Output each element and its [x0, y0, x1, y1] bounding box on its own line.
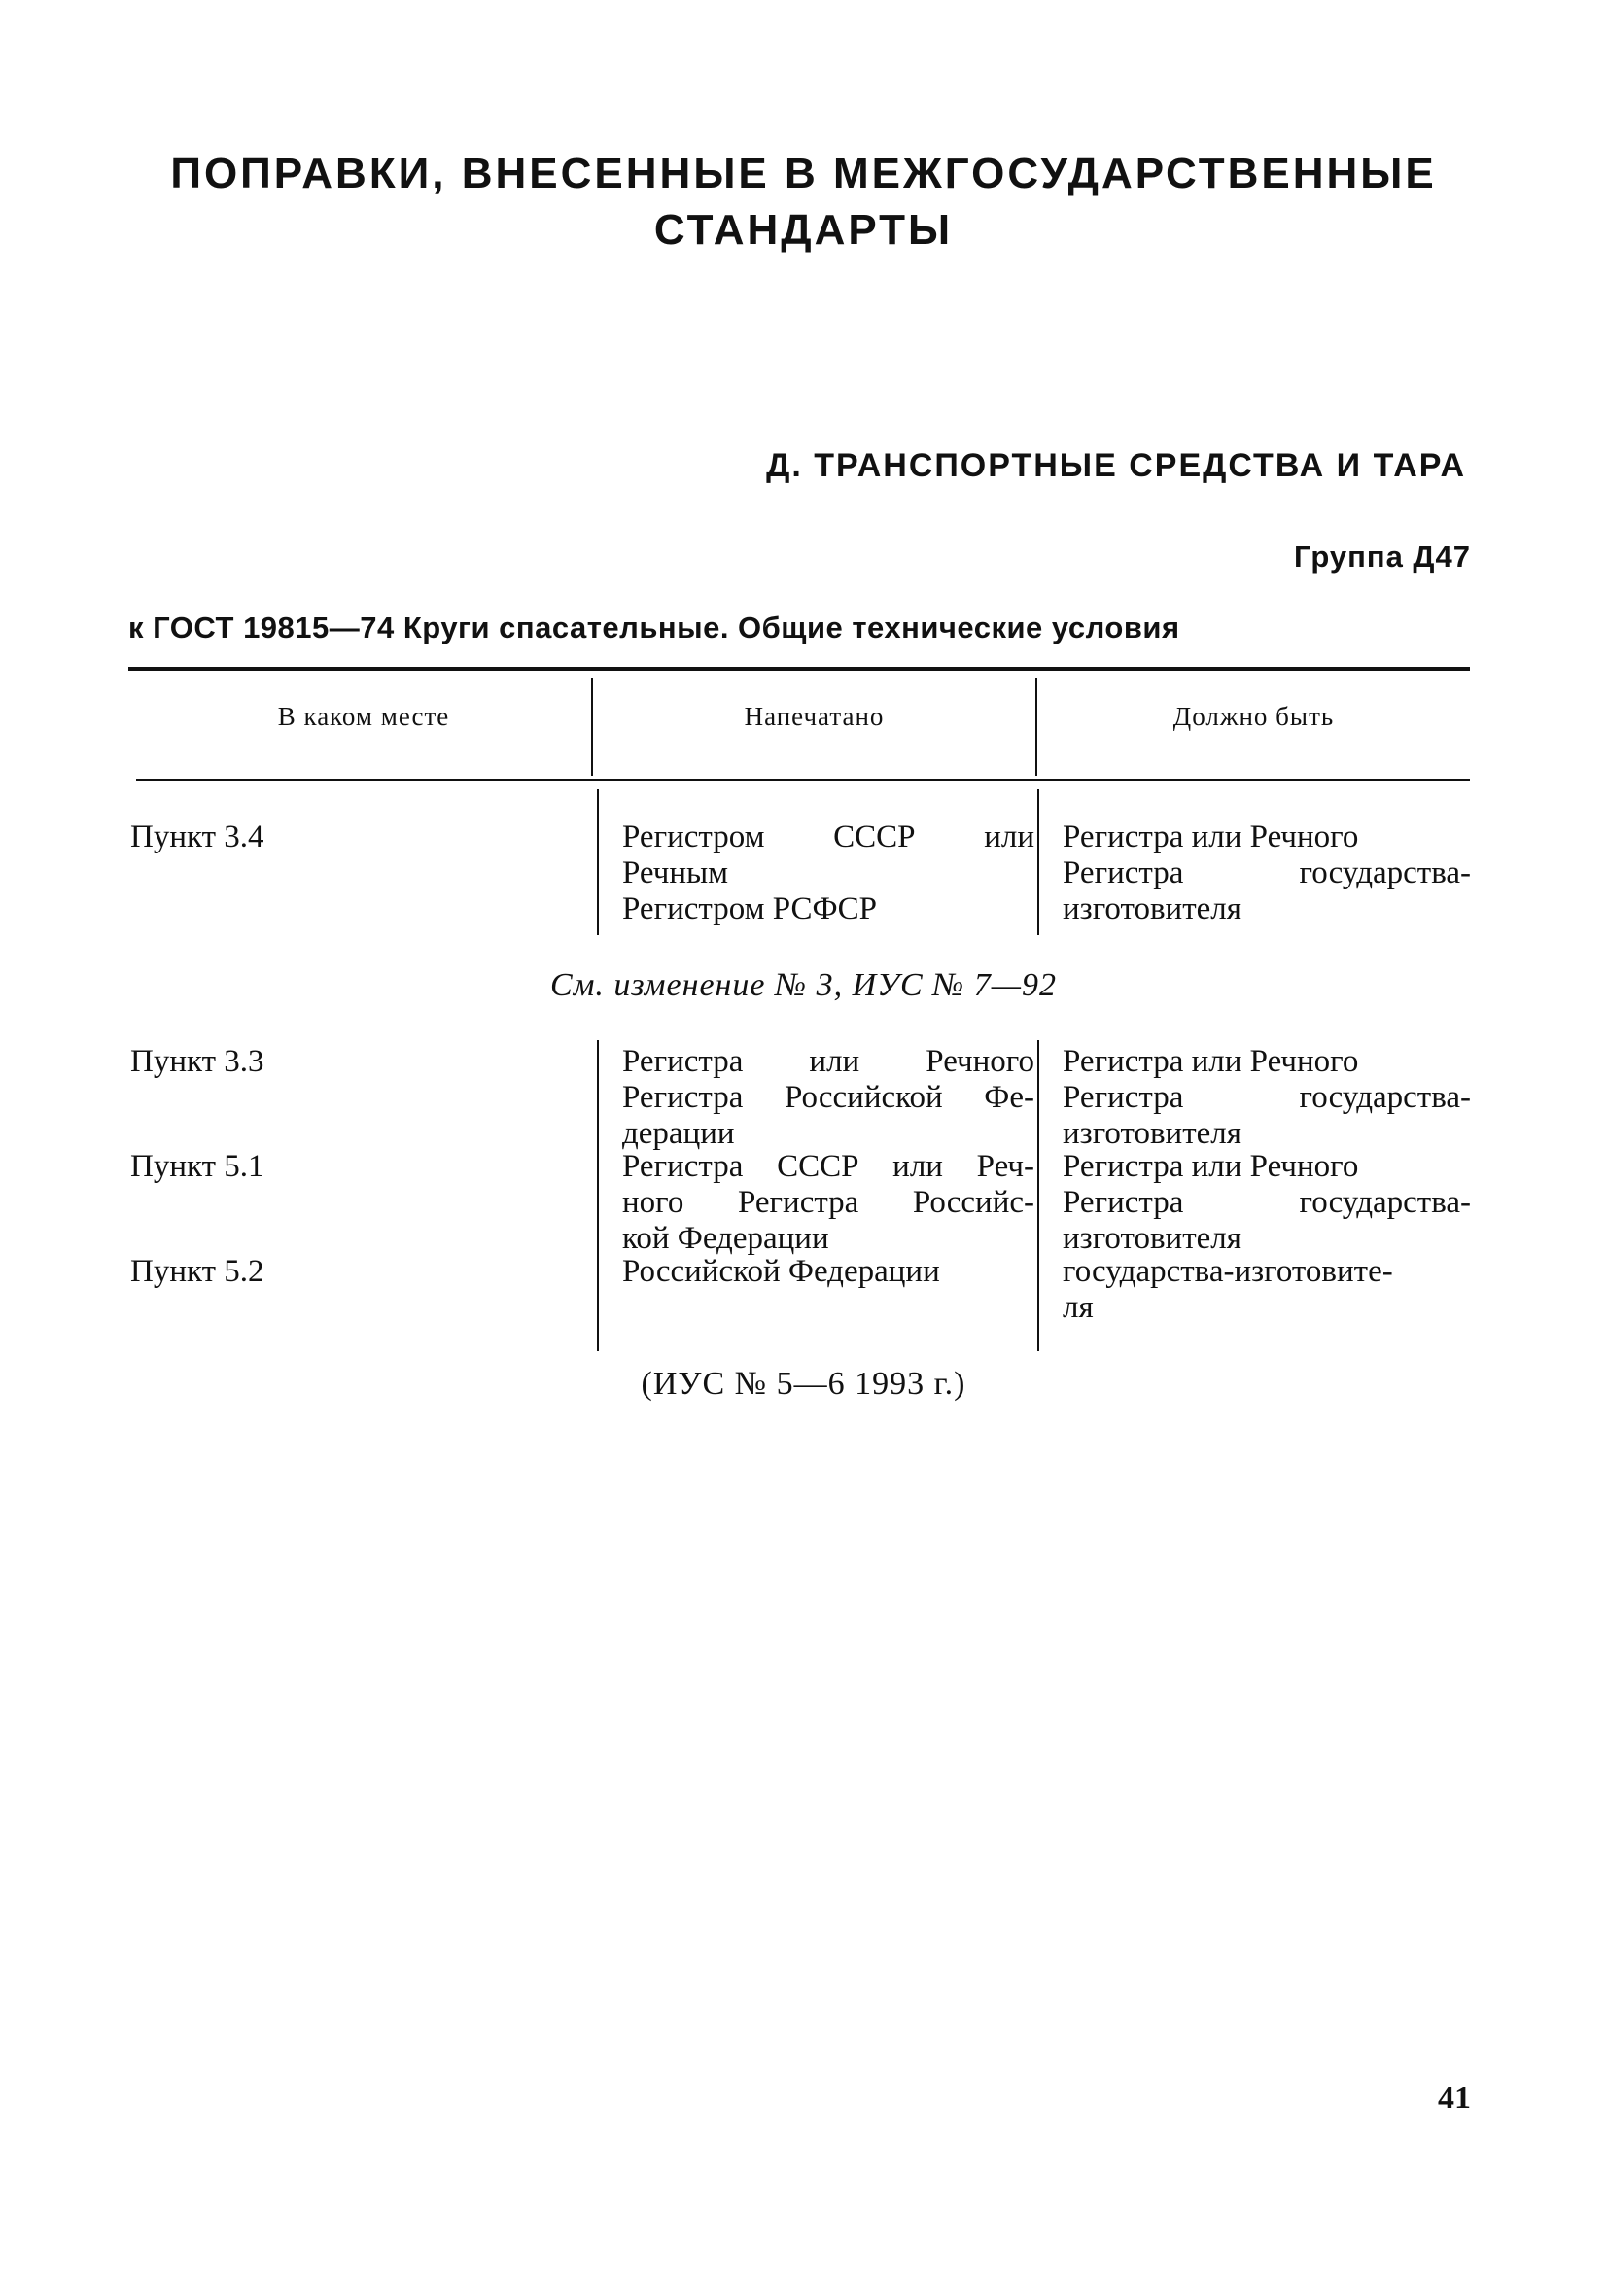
- table-row-place: Пункт 3.4: [130, 819, 264, 854]
- text-line: Регистром РСФСР: [622, 891, 877, 926]
- column-header-printed: Напечатано: [744, 702, 885, 731]
- text-line: изготовителя: [1063, 1116, 1241, 1151]
- block2-separator-2: [1037, 1040, 1039, 1351]
- table-row-printed: [622, 1254, 1034, 1290]
- table-row-place: Пункт 5.2: [130, 1254, 264, 1289]
- title-line-1: ПОПРАВКИ, ВНЕСЕННЫЕ В МЕЖГОСУДАРСТВЕННЫЕ: [170, 150, 1437, 197]
- block2-separator-1: [597, 1040, 599, 1351]
- text-line: кой Федерации: [622, 1221, 829, 1256]
- text-line: Речным: [622, 855, 729, 890]
- standard-title: к ГОСТ 19815—74 Круги спасательные. Общие технические условия: [128, 610, 1180, 644]
- text-line: Регистра государства-: [1063, 1080, 1471, 1115]
- table-row-should-be: [1063, 1149, 1471, 1257]
- column-header-should-be: Должно быть: [1172, 702, 1335, 731]
- source-reference: (ИУС № 5—6 1993 г.): [641, 1366, 966, 1402]
- text-line: Российской Федерации: [622, 1254, 940, 1289]
- text-line: Регистра или Речного: [622, 1044, 1034, 1079]
- text-line: Регистра или Речного: [1063, 1044, 1359, 1079]
- block1-separator-1: [597, 789, 599, 935]
- text-line: ного Регистра Российс-: [622, 1185, 1034, 1220]
- table-header-rule: [136, 779, 1470, 781]
- text-line: государства-изготовите-: [1063, 1254, 1393, 1289]
- group-code: Группа Д47: [1293, 539, 1471, 574]
- table-row-printed: [622, 1149, 1034, 1257]
- section-heading: Д. ТРАНСПОРТНЫЕ СРЕДСТВА И ТАРА: [766, 447, 1466, 484]
- title-line-2: СТАНДАРТЫ: [653, 206, 954, 254]
- column-header-place: В каком месте: [277, 702, 450, 731]
- text-line: Регистра СССР или Реч-: [622, 1149, 1034, 1184]
- table-row-printed: [622, 1044, 1034, 1152]
- block1-separator-2: [1037, 789, 1039, 935]
- table-row-printed: [622, 819, 1034, 927]
- page-number: 41: [1438, 2080, 1471, 2116]
- table-row-should-be: [1063, 1044, 1471, 1152]
- table-row-should-be: [1063, 819, 1471, 927]
- document-title: [0, 146, 1607, 259]
- text-line: Регистра или Речного: [1063, 1149, 1359, 1184]
- text-line: Регистра или Речного: [1063, 819, 1359, 854]
- text-line: Регистра Российской Фе-: [622, 1080, 1034, 1115]
- text-line: Регистра государства-: [1063, 1185, 1471, 1220]
- text-line: дерации: [622, 1116, 735, 1151]
- text-line: изготовителя: [1063, 1221, 1241, 1256]
- table-row-place: Пункт 3.3: [130, 1044, 264, 1079]
- amendment-note: См. изменение № 3, ИУС № 7—92: [550, 967, 1057, 1003]
- text-line: Регистром СССР или: [622, 819, 1034, 854]
- text-line: изготовителя: [1063, 891, 1241, 926]
- table-top-rule: [128, 667, 1470, 671]
- text-line: ля: [1063, 1290, 1094, 1325]
- text-line: Регистра государства-: [1063, 855, 1471, 890]
- table-row-place: Пункт 5.1: [130, 1149, 264, 1184]
- table-row-should-be: [1063, 1254, 1471, 1326]
